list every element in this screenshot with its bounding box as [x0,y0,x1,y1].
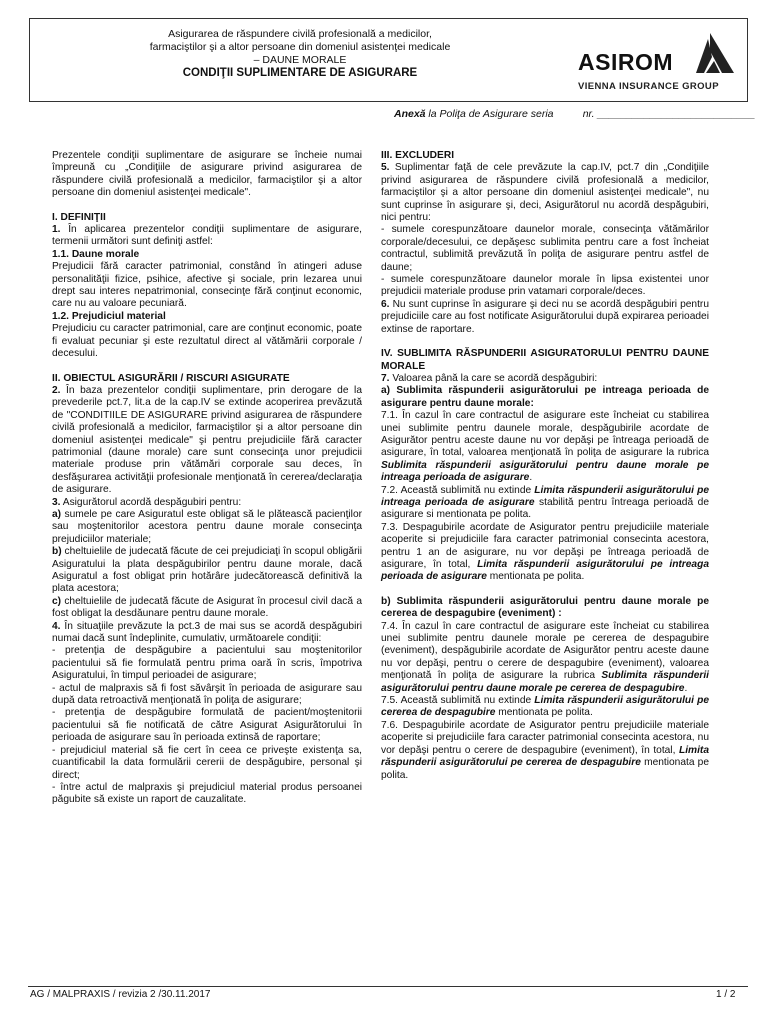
definition-1-2-title: 1.2. Prejudiciul material [52,310,166,322]
annex-number: nr. ___________________________ [582,108,756,120]
paragraph-6: 6. Nu sunt cuprinse în asigurare şi deci nu se acordă despăgubiri pentru prejudiciile care au fost notificate Asigurătorului după expirarea perioadei extinse de raportare. [381,298,709,335]
annex-text: la Poliţa de Asigurare seria [425,108,554,120]
company-logo [578,29,748,95]
paragraph-7-4: 7.4. În cazul în care contractul de asigurare este încheiat cu stabilirea unei sublimite pentru daunele morale pe cererea de despagubire (eveniment), despăgubirile acordate de Asigurător pentru aceste daune nu vor depăşi, pentru o cerere de despagubire (eveniment), valoarea menţionată în poliţa de asigurare la rubrica Sublimita răspunderii asigurătorului pentru daune morale pe cererea de despagubire. [381,620,709,694]
paragraph-7-1: 7.1. În cazul în care contractul de asigurare este încheiat cu stabilirea unei sublimite pentru daunele morale, despăgubirile acordate de Asigurător pentru aceste daune nu vor depăşi pe întreaga perioadă de asigurare, în total, valoarea menţionată în poliţa de asigurare la rubrica Sublimita răspunderii asigurătorului pentru daune morale pe intreaga perioada de asigurare. [381,410,709,484]
paragraph-1: 1. În aplicarea prezentelor condiţii suplimentare de asigurare, termenii următori sunt definiţi astfel: [52,224,362,248]
section-3-title: III. EXCLUDERI [381,150,455,161]
document-header [29,18,748,102]
paragraph-4: 4. În situaţiile prevăzute la pct.3 de mai sus se acordă despăgubiri numai dacă sunt îndeplinite, cumulativ, următoarele condiţii: [52,620,362,645]
condition-1: - pretenţia de despăgubire a pacientului sau moştenitorilor pacientului să fie formulată pentru prima oară în scris, împotriva Asiguratului, în timpul perioadei de asigurare; [52,645,362,682]
intro-paragraph: Prezentele condiţii suplimentare de asigurare se încheie numai împreună cu „Condiţiile de asigurare privind asigurarea de răspundere civilă profesională a medicilor, farmaciştilor şi a altor persoane din domeniul asistenţei medicale". [52,150,362,199]
logo-tagline: VIENNA INSURANCE GROUP [578,81,719,92]
definition-1-1-title: 1.1. Daune morale [52,248,140,260]
definition-1-2: Prejudiciu cu caracter patrimonial, care are conţinut economic, poate fi evaluat pecuniar şi este rezultatul direct al vătămării corporale / decesului. [52,323,362,360]
item-3c: c) cheltuielile de judecată făcute de Asigurat în procesul civil dacă a fost obligat la desdăunare pentru daune morale. [52,595,362,620]
item-3b: b) cheltuielile de judecată făcute de cei prejudiciaţi în scopul obligării Asiguratului la plata despăgubirilor pentru daune morale, dacă Asiguratul a fost obligat prin hotărâre judecătorească definitivă la plata acestora; [52,546,362,595]
title-line-1: Asigurarea de răspundere civilă profesională a medicilor, [168,28,432,40]
sublimit-b-title: b) Sublimita răspunderii asigurătorului pentru daune morale pe cererea de despagubire (eveniment) : [381,595,709,620]
paragraph-7-3: 7.3. Despagubirile acordate de Asigurator pentru prejudiciile materiale acoperite si prejudiciile fara caracter patrimonial consecinta acestora, pentru 1 an de asigurare, nu vor depăşi pe întreaga perioadă de asigurare, în total, Limita răspunderii asigurătorului pe intreaga perioada de asigurare mentionata pe polita. [381,521,709,583]
section-1-title: I. DEFINIŢII [52,211,106,223]
paragraph-3: 3. Asigurătorul acordă despăgubiri pentru: [52,496,242,508]
exclusion-2: - sumele corespunzătoare daunelor morale în lipsa existentei unor prejudicii materiale produse prin vatamari corporale/deces. [381,274,709,298]
annex-label: Anexă [394,108,426,120]
annex-line [394,108,755,120]
condition-5: - între actul de malpraxis şi prejudiciul material produs persoanei păgubite să existe un raport de cauzalitate. [52,781,362,806]
paragraph-7: 7. Valoarea până la care se acordă despăgubiri: [381,372,598,384]
item-3a: a) sumele pe care Asiguratul este obligat să le plătească pacienţilor sau moştenitorilor acestora pentru daune morale consecinţa prejudiciilor materiale; [52,508,362,545]
page-number: 1 / 2 [716,989,736,1000]
paragraph-2: 2. În baza prezentelor condiţii suplimentare, prin derogare de la prevederile pct.7, lit.a de la cap.IV se extinde acoperirea prevăzută de "CONDITIILE DE ASIGURARE privind asigurarea de răspundere civilă profesională a medicilor, farmaciştilor şi a altor persoane din domeniul asistenţei medicale" şi pentru prejudiciile fără caracter patrimonial (daune morale) care sunt consecinţa unor prejudicii materiale produse prin vătămări corporale sau deces, în desfăşurarea activităţii profesionale menţionată în cererea/declaraţia de asigurare. [52,384,362,496]
document-title [130,28,470,80]
condition-4: - prejudiciul material să fie cert în ceea ce priveşte existenţa sa, cuantificabil la data formulării cererii de despăgubire, personal şi direct; [52,744,362,781]
footer-divider [28,986,748,987]
exclusion-1: - sumele corespunzătoare daunelor morale, consecinţa vătămărilor corporale/decesului, ce depăşesc sublimita pentru care a fost încheiat contractul, sublimită prevăzută în poliţa de asigurare pentru astfel de daune; [381,224,709,273]
footer-revision: AG / MALPRAXIS / revizia 2 /30.11.2017 [30,989,211,1000]
section-2-title: II. OBIECTUL ASIGURĂRII / RISCURI ASIGURATE [52,372,290,384]
title-line-2: farmaciştilor şi a altor persoane din domeniul asistenţei medicale [149,41,451,53]
left-column [52,150,362,807]
section-4-title: IV. SUBLIMITA RĂSPUNDERII ASIGURATORULUI PENTRU DAUNE MORALE [381,348,709,372]
logo-name: ASIROM [578,49,673,75]
paragraph-7-2: 7.2. Această sublimită nu extinde Limita răspunderii asigurătorului pe intreaga perioada de asigurare stabilită pentru întreaga perioadă de asigurare si mentionata pe polita. [381,484,709,521]
sublimit-a-title: a) Sublimita răspunderii asigurătorului pe intreaga perioada de asigurare pentru daune morale: [381,385,709,409]
paragraph-5: 5. Suplimentar faţă de cele prevăzute la cap.IV, pct.7 din „Condiţiile privind asigurarea de răspundere civilă profesională a medicilor, farmaciştilor şi a altor persoane din domeniul asistenţei medicale", nu sunt cuprinse în asigurare şi, deci, Asigurătorul nu acordă despăgubiri, nici pentru: [381,162,709,224]
definition-1-1: Prejudicii fără caracter patrimonial, constând în atingeri aduse personalităţii fizice, psihice, afective şi sociale, prin lezarea unui drept sau interes nepatrimonial, consecinţe fără conţinut economic, care nu au valoare pecuniară. [52,261,362,310]
condition-2: - actul de malpraxis să fi fost săvârşit în perioada de asigurare sau după data retroactivă menţionată în poliţa de asigurare; [52,682,362,707]
title-line-4: CONDIŢII SUPLIMENTARE DE ASIGURARE [182,67,418,79]
asirom-triangle-logo-icon [694,31,736,75]
title-line-3: – DAUNE MORALE [253,54,347,66]
right-column [381,150,709,782]
paragraph-7-5: 7.5. Această sublimită nu extinde Limita răspunderii asigurătorului pe cererea de despagubire mentionata pe polita. [381,695,709,719]
condition-3: - pretenţia de despăgubire formulată de pacient/moştenitorii pacientului să fie notificată de către Asigurat Asigurătorului în perioada de asigurare sau în perioada extinsă de raportare; [52,707,362,744]
paragraph-7-6: 7.6. Despagubirile acordate de Asigurator pentru prejudiciile materiale acoperite si prejudiciile fara caracter patrimonial consecinta acestora, nu vor depăşi pentru o cerere de despagubire (eveniment), în total, Limita răspunderii asigurătorului pe cererea de despagubire mentionata pe polita. [381,719,709,781]
